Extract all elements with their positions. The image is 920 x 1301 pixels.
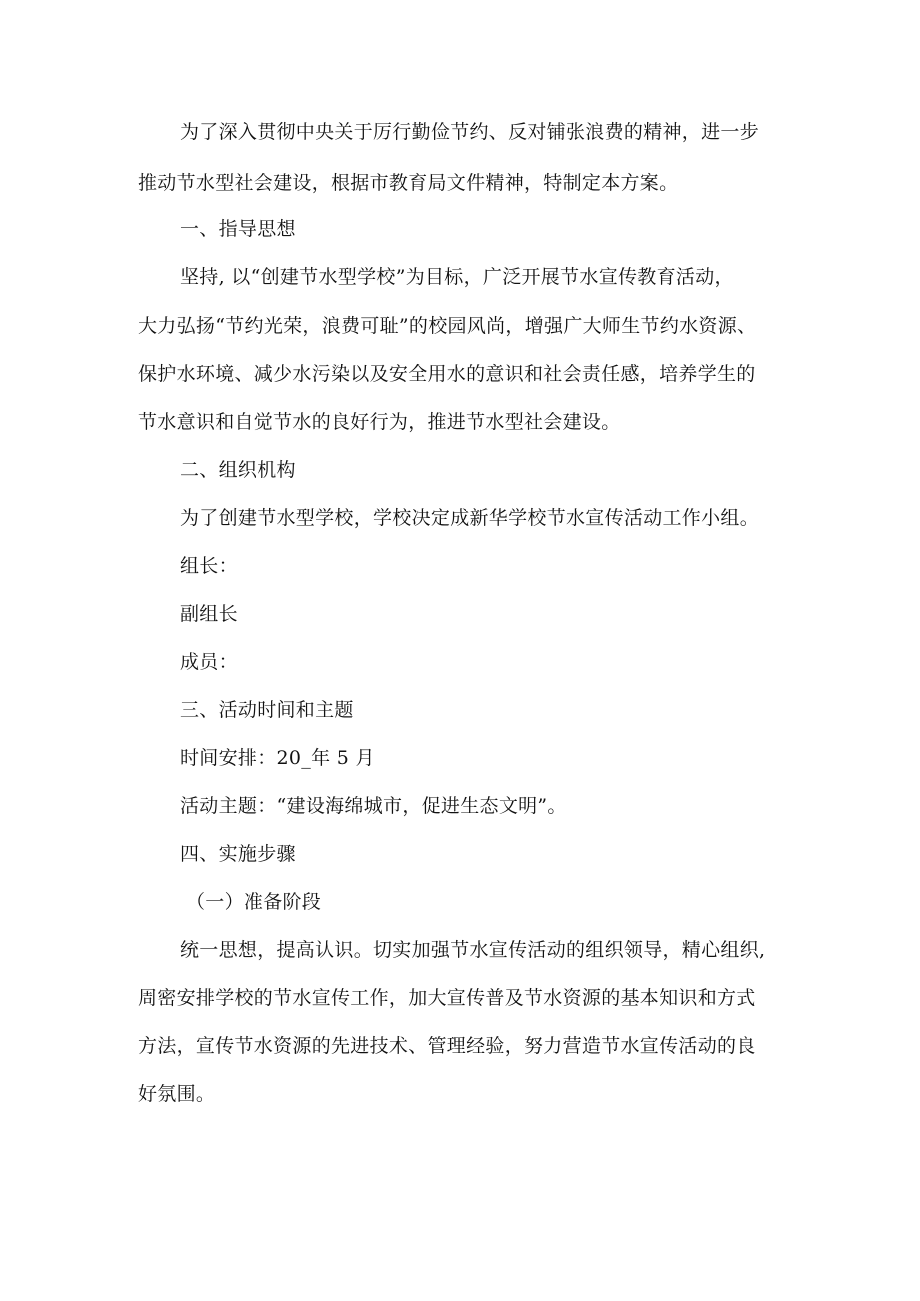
activity-theme: 活动主题：“建设海绵城市，促进生态文明”。 <box>180 795 567 817</box>
section-heading-time-theme: 三、活动时间和主题 <box>180 699 354 721</box>
section-heading-guiding-thought: 一、指导思想 <box>180 218 296 240</box>
guiding-line-1: 坚持, 以“创建节水型学校”为目标，广泛开展节水宣传教育活动， <box>180 266 734 288</box>
preparation-line-3: 方法，宣传节水资源的先进技术、管理经验，努力营造节水宣传活动的良 <box>138 1035 756 1057</box>
intro-line-2: 推动节水型社会建设，根据市教育局文件精神，特制定本方案。 <box>138 172 679 194</box>
members-label: 成员： <box>180 651 238 673</box>
time-arrangement: 时间安排：20_年 5 月 <box>180 747 375 769</box>
organization-line: 为了创建节水型学校，学校决定成新华学校节水宣传活动工作小组。 <box>180 507 760 529</box>
preparation-line-4: 好氛围。 <box>138 1083 216 1105</box>
section-heading-organization: 二、组织机构 <box>180 459 296 481</box>
deputy-leader-label: 副组长 <box>180 603 238 625</box>
subsection-heading-preparation: （一）准备阶段 <box>186 891 322 913</box>
preparation-line-1: 统一思想，提高认识。切实加强节水宣传活动的组织领导，精心组织, <box>180 939 766 961</box>
intro-line-1: 为了深入贯彻中央关于厉行勤俭节约、反对铺张浪费的精神，进一步 <box>180 121 760 143</box>
guiding-line-4: 节水意识和自觉节水的良好行为，推进节水型社会建设。 <box>138 411 621 433</box>
section-heading-implementation: 四、实施步骤 <box>180 843 296 865</box>
guiding-line-2: 大力弘扬“节约光荣，浪费可耻”的校园风尚，增强广大师生节约水资源、 <box>138 315 757 337</box>
preparation-line-2: 周密安排学校的节水宣传工作，加大宣传普及节水资源的基本知识和方式 <box>138 987 756 1009</box>
leader-label: 组长： <box>180 555 238 577</box>
guiding-line-3: 保护水环境、减少水污染以及安全用水的意识和社会责任感，培养学生的 <box>138 363 756 385</box>
